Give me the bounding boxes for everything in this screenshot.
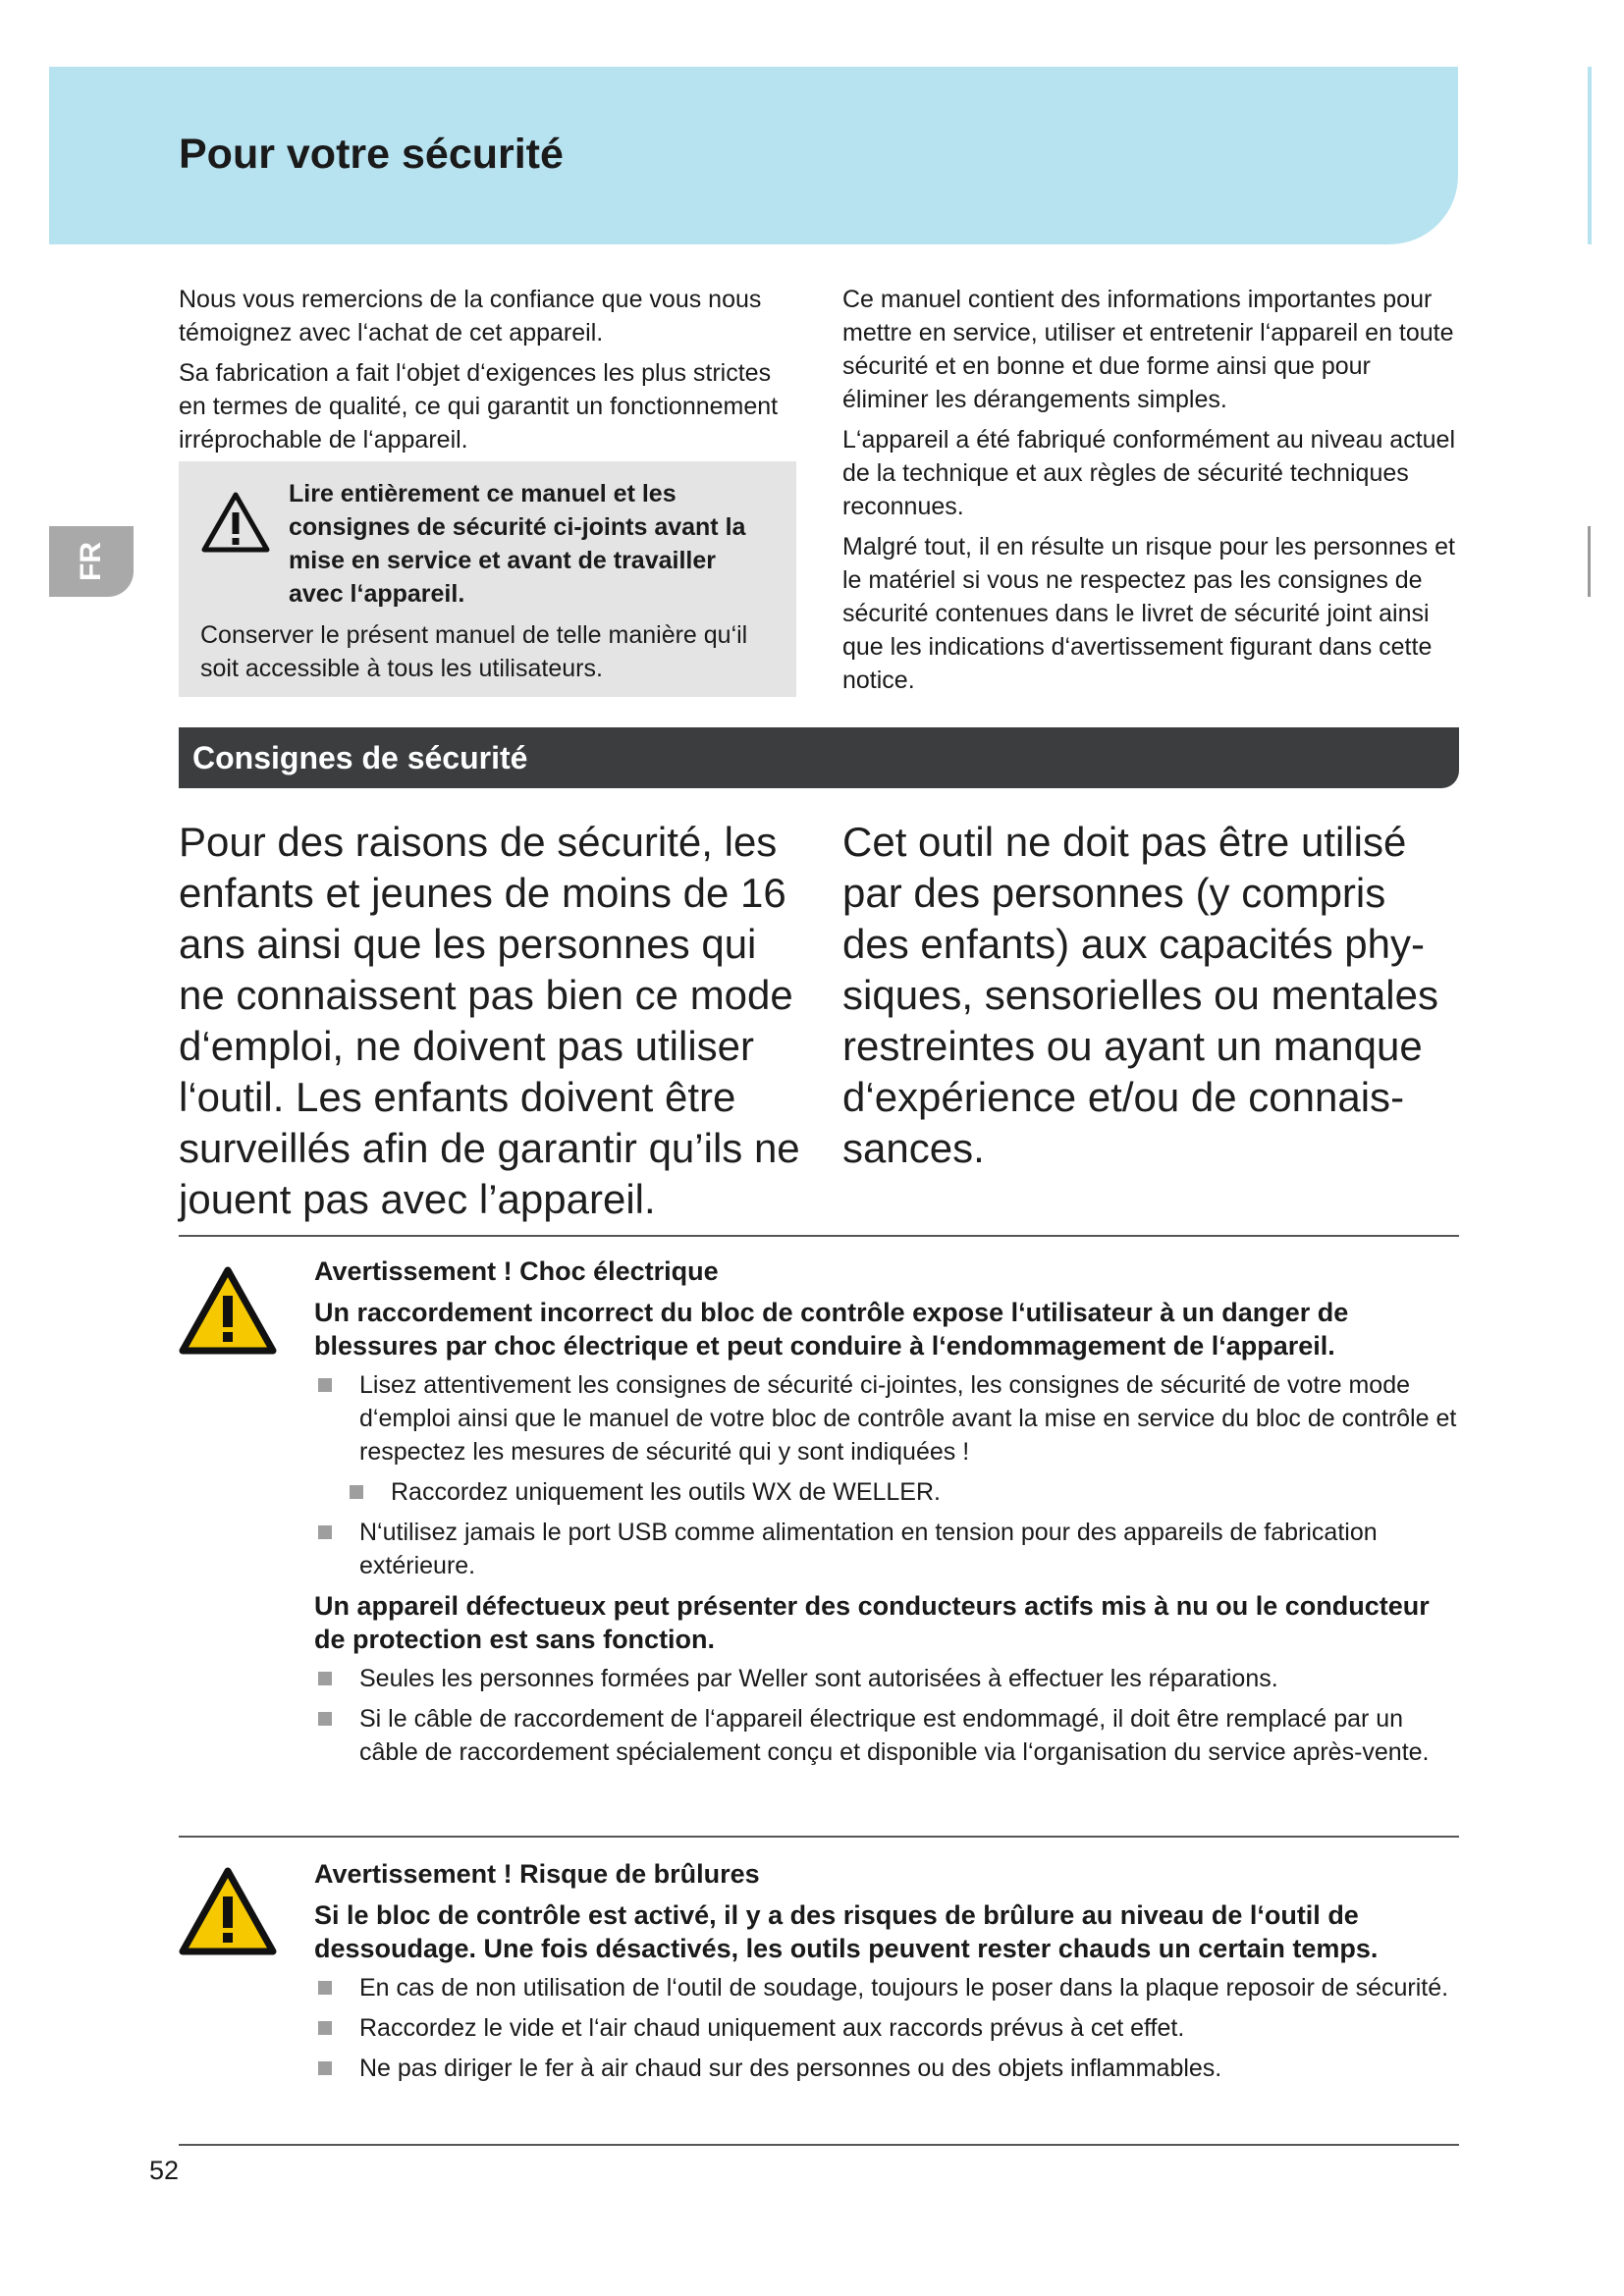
large-safety-text-left: Pour des raisons de sécurité, les enfants et jeunes de moins de 16 ans ainsi que les personnes qui ne connaissent pas bien ce mode d‘emploi, ne doivent pas utiliser l‘outil. Les enfants doivent être surveillés afin de garantir qu’ils ne jouent pas avec l’appareil.: [179, 819, 800, 1222]
divider: [179, 2144, 1459, 2146]
list-item: Raccordez le vide et l‘air chaud uniquement aux raccords prévus à cet effet.: [314, 2011, 1459, 2045]
notice-text: Conserver le présent manuel de telle manière qu‘il soit accessible à tous les utilisateurs.: [200, 621, 748, 682]
warning-title: Avertissement ! Choc électrique: [314, 1256, 719, 1286]
warning-title: Avertissement ! Risque de brûlures: [314, 1859, 760, 1889]
section-title: Consignes de sécurité: [192, 739, 528, 775]
warning-list: [314, 1971, 1459, 2085]
warning-list-2: [314, 1662, 1459, 1769]
page-number: 52: [149, 2156, 180, 2185]
warning-lead-2: Un appareil défectueux peut présenter des conducteurs actifs mis à nu ou le conducteur de protection est sans fonction.: [314, 1591, 1430, 1654]
warning-lead: Si le bloc de contrôle est activé, il y a des risques de brûlure au niveau de l‘outil de dessoudage. Une fois désactivés, les outils peuvent rester chauds un certain temps.: [314, 1900, 1379, 1963]
intro-paragraph: Nous vous remercions de la confiance que vous nous témoignez avec l‘achat de cet appareil.: [179, 286, 762, 347]
warning-lead: Un raccordement incorrect du bloc de contrôle expose l‘utilisateur à un danger de blessures par choc électrique et peut conduire à l‘endommagement de l‘appareil.: [314, 1298, 1349, 1361]
language-tab-label: FR: [75, 542, 107, 581]
warning-list: [314, 1368, 1459, 1582]
intro-paragraph: Malgré tout, il en résulte un risque pour les personnes et le matériel si vous ne respectez pas les consignes de sécurité contenues dans le livret de sécurité joint ainsi que les indications d‘avertissement figurant dans cette notice.: [842, 533, 1455, 694]
list-item: N‘utilisez jamais le port USB comme alimentation en tension pour des appareils de fabrication extérieure.: [314, 1516, 1459, 1582]
intro-paragraph: L‘appareil a été fabriqué conformément au niveau actuel de la technique et aux règles de sécurité techniques reconnues.: [842, 426, 1456, 520]
page-title: Pour votre sécurité: [179, 131, 564, 178]
intro-paragraph: Ce manuel contient des informations importantes pour mettre en service, utiliser et entretenir l‘appareil en toute sécurité et en bonne et due forme ainsi que pour éliminer les dérangements simples.: [842, 286, 1454, 413]
intro-paragraph: Sa fabrication a fait l‘objet d‘exigences les plus strictes en termes de qualité, ce qui garantit un fonctionnement irréprochable de l‘appareil.: [179, 359, 779, 454]
list-item: Ne pas diriger le fer à air chaud sur des personnes ou des objets inflammables.: [314, 2052, 1459, 2085]
list-item: Raccordez uniquement les outils WX de WELLER.: [346, 1475, 1459, 1509]
notice-bold-text: Lire entièrement ce manuel et les consignes de sécurité ci-joints avant la mise en service et avant de travailler avec l‘appareil.: [289, 480, 746, 608]
warning-triangle-icon: [179, 1266, 277, 1357]
notice-box: [179, 461, 796, 697]
list-item: Lisez attentivement les consignes de sécurité ci-jointes, les consignes de sécurité de votre mode d‘emploi ainsi que le manuel de votre bloc de contrôle avant la mise en service du bloc de contrôle et respectez les mesures de sécurité qui y sont indiquées !: [314, 1368, 1459, 1468]
divider: [179, 1235, 1459, 1237]
warning-triangle-icon: [179, 1867, 277, 1957]
warning-outline-icon: [200, 491, 271, 554]
list-item: En cas de non utilisation de l‘outil de soudage, toujours le poser dans la plaque reposoir de sécurité.: [314, 1971, 1459, 2004]
list-item: Si le câble de raccordement de l‘appareil électrique est endommagé, il doit être remplacé par un câble de raccordement spécialement conçu et disponible via l‘organisation du service après-vente.: [314, 1702, 1459, 1769]
intro-right-column: [842, 283, 1463, 704]
language-tab: [49, 526, 134, 597]
divider: [179, 1836, 1459, 1838]
edge-marker-top: [1588, 67, 1592, 244]
list-item: Seules les personnes formées par Weller sont autorisées à effectuer les réparations.: [314, 1662, 1459, 1695]
large-safety-text-right: Cet outil ne doit pas être utilisé par des personnes (y compris des enfants) aux capacités physiques, sensorielles ou mentales restreintes ou ayant un manque d‘expérience et/ou de connaissances.: [842, 819, 1438, 1171]
intro-left-column: [179, 283, 795, 463]
section-heading-bar: [179, 727, 1459, 788]
warning-content: [314, 1255, 1459, 1776]
warning-content: [314, 1857, 1459, 2092]
edge-marker-mid: [1588, 526, 1591, 597]
